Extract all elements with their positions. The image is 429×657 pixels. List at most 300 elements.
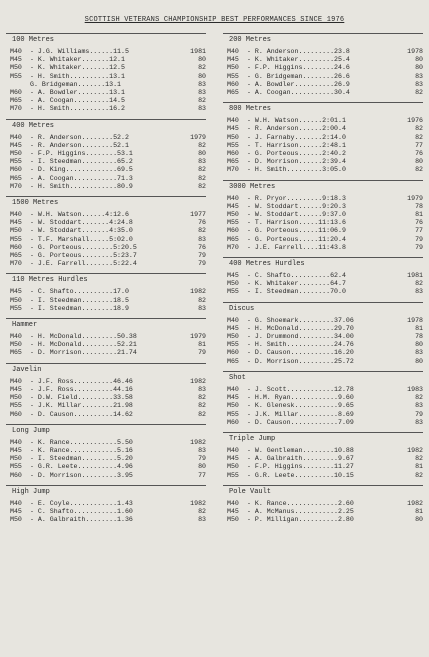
record-row: [6, 516, 206, 524]
athlete-performance: - K. Whitaker.......12.1: [30, 56, 125, 64]
record-year: 1982: [190, 499, 206, 507]
record-year: 82: [198, 182, 206, 190]
age-category: M45: [10, 446, 22, 454]
age-category: M45: [10, 288, 22, 296]
athlete-performance: - G. Bridgeman........26.6: [247, 72, 350, 80]
record-row: [223, 211, 423, 219]
record-year: 83: [415, 349, 423, 357]
record-row: [6, 402, 206, 410]
record-row: [223, 134, 423, 142]
record-row: [223, 73, 423, 81]
record-year: 83: [415, 288, 423, 296]
record-row: [223, 447, 423, 455]
record-row: [6, 333, 206, 341]
age-category: M65: [10, 97, 22, 105]
record-year: 1982: [190, 438, 206, 446]
record-year: 82: [198, 141, 206, 149]
age-category: M65: [227, 89, 239, 97]
record-year: 1981: [190, 48, 206, 55]
record-year: 80: [415, 56, 423, 64]
athlete-performance: - G.R. Leete..........10.15: [247, 471, 354, 479]
age-category: M65: [10, 349, 22, 357]
section-1500-metres: [6, 196, 206, 268]
athlete-performance: - G. Porteous........5:20.5: [30, 243, 137, 251]
record-year: 83: [198, 80, 206, 88]
athlete-performance: - W. Stoddart......9:37.0: [247, 211, 346, 219]
record-row: [6, 349, 206, 357]
record-row: [6, 158, 206, 166]
age-category: M40: [227, 48, 239, 55]
record-year: 82: [415, 455, 423, 463]
athlete-performance: - G. Porteous........5:23.7: [30, 252, 137, 260]
record-year: 82: [198, 410, 206, 418]
section-heading: 100 Metres: [12, 36, 55, 44]
age-category: M40: [10, 499, 22, 507]
record-row: [223, 472, 423, 480]
athlete-performance: - W. Stoddart.......4:24.8: [30, 219, 133, 227]
age-category: M45: [227, 202, 239, 210]
section-200-metres: [223, 33, 423, 97]
age-category: M55: [10, 235, 22, 243]
record-row: [6, 48, 206, 56]
record-row: [6, 142, 206, 150]
age-category: M60: [227, 349, 239, 357]
record-year: 79: [198, 252, 206, 260]
age-category: M50: [227, 333, 239, 341]
athlete-performance: - I. Steedman........70.0: [247, 288, 346, 296]
athlete-performance: - H. Smith..........13.1: [30, 72, 125, 80]
athlete-performance: - J.E. Farrell.......5:22.4: [30, 260, 137, 268]
record-year: 82: [415, 133, 423, 141]
section-heading: High Jump: [12, 487, 50, 496]
section-heading: 400 Metres Hurdles: [229, 260, 305, 269]
section-heading: Shot: [229, 373, 246, 382]
record-year: 1982: [407, 446, 423, 454]
athlete-performance: - R. Anderson......2:00.4: [247, 125, 346, 133]
age-category: M65: [10, 174, 22, 182]
record-row: [223, 219, 423, 227]
section-heading: 1500 Metres: [12, 199, 59, 208]
record-year: 80: [415, 357, 423, 365]
age-category: M60: [10, 243, 22, 251]
athlete-performance: - K. Whitaker.........25.4: [247, 56, 350, 64]
age-category: M55: [227, 288, 239, 296]
age-category: M70: [10, 260, 22, 268]
record-row: [6, 56, 206, 64]
age-category: M45: [227, 272, 239, 280]
section-heading: Long Jump: [12, 426, 50, 435]
age-category: M55: [227, 471, 239, 479]
record-year: 82: [415, 125, 423, 133]
record-year: 1976: [407, 117, 423, 125]
record-year: 1981: [407, 272, 423, 280]
age-category: M60: [10, 471, 22, 479]
section-heading: Triple Jump: [229, 434, 276, 443]
record-row: [6, 305, 206, 313]
age-category: M60: [227, 227, 239, 235]
record-row: [223, 317, 423, 325]
record-row: [223, 280, 423, 288]
record-year: 82: [198, 64, 206, 72]
record-row: [6, 288, 206, 296]
age-category: M40: [10, 133, 22, 141]
record-year: 82: [198, 507, 206, 515]
athlete-performance: - H.M. Ryan............9.60: [247, 394, 354, 402]
age-category: M50: [10, 150, 22, 158]
age-category: M55: [227, 410, 239, 418]
record-year: 76: [198, 219, 206, 227]
record-row: [223, 158, 423, 166]
athlete-performance: - G. Porteous.....11:20.4: [247, 235, 346, 243]
record-year: 82: [415, 280, 423, 288]
record-row: [6, 166, 206, 174]
record-row: [6, 386, 206, 394]
athlete-performance: - D. Causon............7.09: [247, 418, 354, 426]
record-row: [6, 341, 206, 349]
age-category: M50: [227, 211, 239, 219]
record-year: 83: [415, 402, 423, 410]
age-category: M65: [227, 357, 239, 365]
age-category: M60: [227, 80, 239, 88]
athlete-performance: - D. Morrison.........3.95: [30, 471, 133, 479]
age-category: M40: [227, 117, 239, 125]
age-category: M40: [227, 446, 239, 454]
age-category: M70: [10, 105, 22, 113]
record-year: 81: [415, 507, 423, 515]
section-heading: Javelin: [12, 365, 42, 374]
section-discus: [223, 302, 423, 366]
record-year: 82: [415, 89, 423, 97]
record-row: [223, 455, 423, 463]
athlete-performance: - G.R. Leete..........4.96: [30, 463, 133, 471]
age-category: M40: [10, 438, 22, 446]
record-row: [6, 219, 206, 227]
age-category: M45: [227, 56, 239, 64]
age-category: M50: [10, 64, 22, 72]
athlete-performance: - H. Smith............80.9: [30, 182, 133, 190]
record-year: 77: [415, 141, 423, 149]
record-year: 82: [198, 174, 206, 182]
section-heading: 200 Metres: [229, 36, 272, 44]
record-row: [223, 203, 423, 211]
athlete-performance: - A. Coogan...........30.4: [247, 89, 350, 97]
record-year: 80: [198, 463, 206, 471]
age-category: M40: [10, 333, 22, 341]
record-row: [223, 394, 423, 402]
athlete-performance: - F.P. Higgins........53.1: [30, 150, 133, 158]
section-heading: Pole Vault: [229, 487, 272, 496]
record-row: [6, 378, 206, 386]
record-year: 83: [198, 89, 206, 97]
section-javelin: [6, 363, 206, 419]
age-category: M55: [10, 402, 22, 410]
record-row: [223, 411, 423, 419]
section-heading: 400 Metres: [12, 121, 55, 130]
section-100-metres: [6, 33, 206, 114]
record-row: [223, 81, 423, 89]
athlete-performance: - J.E. Farrell....11:43.8: [247, 243, 346, 251]
athlete-performance: - A. Coogan.........14.5: [30, 97, 125, 105]
section-hammer: [6, 318, 206, 358]
age-category: M60: [10, 410, 22, 418]
age-category: M60: [10, 166, 22, 174]
age-category: M50: [227, 280, 239, 288]
athlete-performance: - H. McDonald.........52.21: [30, 341, 137, 349]
record-year: 81: [415, 211, 423, 219]
athlete-performance: - K. Whitaker.......12.5: [30, 64, 125, 72]
record-year: 82: [415, 471, 423, 479]
athlete-performance: - I. Steedman........18.9: [30, 304, 129, 312]
record-row: [223, 125, 423, 133]
age-category: M55: [227, 72, 239, 80]
record-year: 78: [415, 333, 423, 341]
record-row: [6, 252, 206, 260]
record-row: [223, 227, 423, 235]
athlete-performance: - G. Shoemark.........37.06: [247, 316, 354, 324]
age-category: M60: [10, 89, 22, 97]
record-year: 81: [198, 341, 206, 349]
athlete-performance: - F.P. Higgins........11.27: [247, 463, 354, 471]
section-400-metres-hurdles: [223, 257, 423, 297]
record-row: [6, 150, 206, 158]
record-year: 77: [198, 471, 206, 479]
age-category: M45: [227, 125, 239, 133]
document-title: SCOTTISH VETERANS CHAMPIONSHIP BEST PERFORMANCES SINCE 1976: [84, 16, 345, 24]
record-row: [223, 272, 423, 280]
athlete-performance: - I. Steedman........18.5: [30, 296, 129, 304]
record-row: [223, 508, 423, 516]
age-category: M45: [10, 385, 22, 393]
age-category: M45: [227, 324, 239, 332]
athlete-performance: - A. Coogan...........71.3: [30, 174, 133, 182]
right-column: [223, 33, 423, 529]
athlete-performance: - W. Gentleman........10.88: [247, 446, 354, 454]
record-row: [6, 227, 206, 235]
age-category: M45: [227, 394, 239, 402]
athlete-performance: - C. Shafto...........1.60: [30, 507, 133, 515]
record-year: 1982: [190, 288, 206, 296]
record-year: 79: [415, 243, 423, 251]
record-year: 83: [198, 304, 206, 312]
athlete-performance: - T.F. Marshall.....5:02.0: [30, 235, 133, 243]
athlete-performance: - D. Causon..........14.62: [30, 410, 133, 418]
athlete-performance: - H. McDonald.........50.38: [30, 333, 137, 341]
athlete-performance: - T. Harrison.....11:13.6: [247, 219, 346, 227]
age-category: M55: [227, 219, 239, 227]
record-row: [223, 325, 423, 333]
record-year: 77: [415, 227, 423, 235]
record-year: 83: [198, 235, 206, 243]
athlete-performance: - I. Steedman.........65.2: [30, 158, 133, 166]
athlete-performance: - D. Morrison......2:39.4: [247, 158, 346, 166]
age-category: M40: [227, 194, 239, 202]
age-category: M55: [227, 341, 239, 349]
section-heading: Hammer: [12, 321, 38, 330]
left-column: [6, 33, 206, 529]
age-category: M65: [10, 252, 22, 260]
record-row: [223, 500, 423, 508]
record-row: [6, 64, 206, 72]
record-year: 79: [415, 235, 423, 243]
record-row: [223, 463, 423, 471]
record-row: [6, 97, 206, 105]
record-year: 82: [198, 227, 206, 235]
age-category: M55: [10, 304, 22, 312]
record-year: 80: [415, 64, 423, 72]
athlete-performance: - G. Porteous.....11:06.9: [247, 227, 346, 235]
section-400-metres: [6, 119, 206, 191]
record-year: 83: [198, 446, 206, 454]
age-category: M40: [227, 385, 239, 393]
athlete-performance: - A. Bowdler..........26.9: [247, 80, 350, 88]
athlete-performance: - D. Morrison.........25.72: [247, 357, 354, 365]
record-year: 1978: [407, 48, 423, 55]
record-year: 83: [198, 516, 206, 524]
record-row: [223, 419, 423, 427]
athlete-performance: - J.G. Williams......11.5: [30, 48, 129, 55]
record-year: 83: [415, 418, 423, 426]
athlete-performance: - J.K. Millar..........8.69: [247, 410, 354, 418]
athlete-performance: - H. Smith............24.76: [247, 341, 354, 349]
athlete-performance: - D. Causon...........16.20: [247, 349, 354, 357]
record-row: [223, 150, 423, 158]
record-row: [6, 297, 206, 305]
record-row: [6, 455, 206, 463]
athlete-performance: - J. Scott............12.78: [247, 385, 354, 393]
record-year: 80: [415, 516, 423, 524]
section-pole-vault: [223, 485, 423, 525]
section-800-metres: [223, 102, 423, 174]
record-row: [6, 463, 206, 471]
record-year: 76: [415, 150, 423, 158]
age-category: M55: [10, 463, 22, 471]
age-category: M45: [10, 507, 22, 515]
record-year: 79: [198, 260, 206, 268]
athlete-performance: - W. Stoddart......9:20.3: [247, 202, 346, 210]
record-year: 80: [198, 150, 206, 158]
age-category: M50: [227, 402, 239, 410]
record-year: 83: [198, 385, 206, 393]
athlete-performance: - A. Galbraith.........9.67: [247, 455, 354, 463]
record-row: [223, 142, 423, 150]
record-row: [6, 500, 206, 508]
record-row: [6, 472, 206, 480]
age-category: M40: [227, 499, 239, 507]
age-category: M70: [227, 166, 239, 174]
record-year: 80: [198, 56, 206, 64]
athlete-performance: - C. Shafto..........17.0: [30, 288, 129, 296]
athlete-performance: - C. Shafto..........62.4: [247, 272, 346, 280]
age-category: M50: [10, 516, 22, 524]
record-row: [6, 244, 206, 252]
record-row: [223, 195, 423, 203]
age-category: M45: [10, 219, 22, 227]
section-shot: [223, 371, 423, 427]
age-category: M40: [10, 377, 22, 385]
athlete-performance: - F.P. Higgins........24.6: [247, 64, 350, 72]
record-row: [223, 341, 423, 349]
record-row: [6, 81, 206, 89]
athlete-performance: - R. Pryor.........9:18.3: [247, 194, 346, 202]
age-category: M45: [227, 507, 239, 515]
record-row: [6, 183, 206, 191]
age-category: M40: [227, 316, 239, 324]
record-row: [223, 402, 423, 410]
record-row: [6, 134, 206, 142]
age-category: M40: [10, 48, 22, 55]
athlete-performance: - R. Anderson........52.1: [30, 141, 129, 149]
record-year: 1979: [190, 133, 206, 141]
age-category: M50: [10, 227, 22, 235]
athlete-performance: - W.H. Watson......2:01.1: [247, 117, 346, 125]
age-category: M70: [227, 243, 239, 251]
record-year: 82: [198, 402, 206, 410]
athlete-performance: - H. McDonald.........29.70: [247, 324, 354, 332]
record-row: [223, 333, 423, 341]
record-year: 1977: [190, 211, 206, 219]
record-year: 82: [198, 166, 206, 174]
age-category: M55: [227, 141, 239, 149]
section-110-metres-hurdles: [6, 273, 206, 313]
record-row: [223, 117, 423, 125]
athlete-performance: - R. Anderson........52.2: [30, 133, 129, 141]
record-row: [6, 105, 206, 113]
section-3000-metres: [223, 180, 423, 252]
record-row: [6, 439, 206, 447]
athlete-performance: - G. Porteous......2:40.2: [247, 150, 346, 158]
age-category: M45: [227, 455, 239, 463]
record-row: [6, 211, 206, 219]
athlete-performance: - D.W. Field.........33.58: [30, 394, 133, 402]
record-row: [223, 349, 423, 357]
record-year: 79: [198, 455, 206, 463]
athlete-performance: - D. King.............69.5: [30, 166, 133, 174]
age-category: M45: [10, 141, 22, 149]
athlete-performance: - J.K. Millar........21.98: [30, 402, 133, 410]
athlete-performance: - K. Whitaker........64.7: [247, 280, 346, 288]
athlete-performance: - H. Smith.........3:05.0: [247, 166, 346, 174]
age-category: [10, 81, 30, 89]
record-year: 82: [198, 97, 206, 105]
record-year: 1983: [407, 385, 423, 393]
section-triple-jump: [223, 432, 423, 480]
athlete-performance: - D. Morrison.........21.74: [30, 349, 137, 357]
age-category: M50: [10, 341, 22, 349]
record-year: 83: [415, 80, 423, 88]
record-row: [6, 260, 206, 268]
record-year: 1978: [407, 316, 423, 324]
age-category: M50: [10, 394, 22, 402]
age-category: M50: [10, 296, 22, 304]
athlete-performance: - J.F. Ross..........44.16: [30, 385, 133, 393]
record-row: [223, 244, 423, 252]
record-year: 82: [198, 296, 206, 304]
athlete-performance: - J. Farnaby.......2:14.0: [247, 133, 346, 141]
section-long-jump: [6, 424, 206, 480]
record-row: [6, 73, 206, 81]
athlete-performance: - W.H. Watson......4:12.6: [30, 211, 129, 219]
record-row: [6, 411, 206, 419]
record-row: [223, 516, 423, 524]
record-row: [223, 64, 423, 72]
record-year: 83: [198, 105, 206, 113]
age-category: M65: [227, 158, 239, 166]
record-year: 79: [415, 410, 423, 418]
record-row: [223, 236, 423, 244]
record-year: 81: [415, 324, 423, 332]
record-year: 78: [415, 202, 423, 210]
record-year: 79: [198, 349, 206, 357]
